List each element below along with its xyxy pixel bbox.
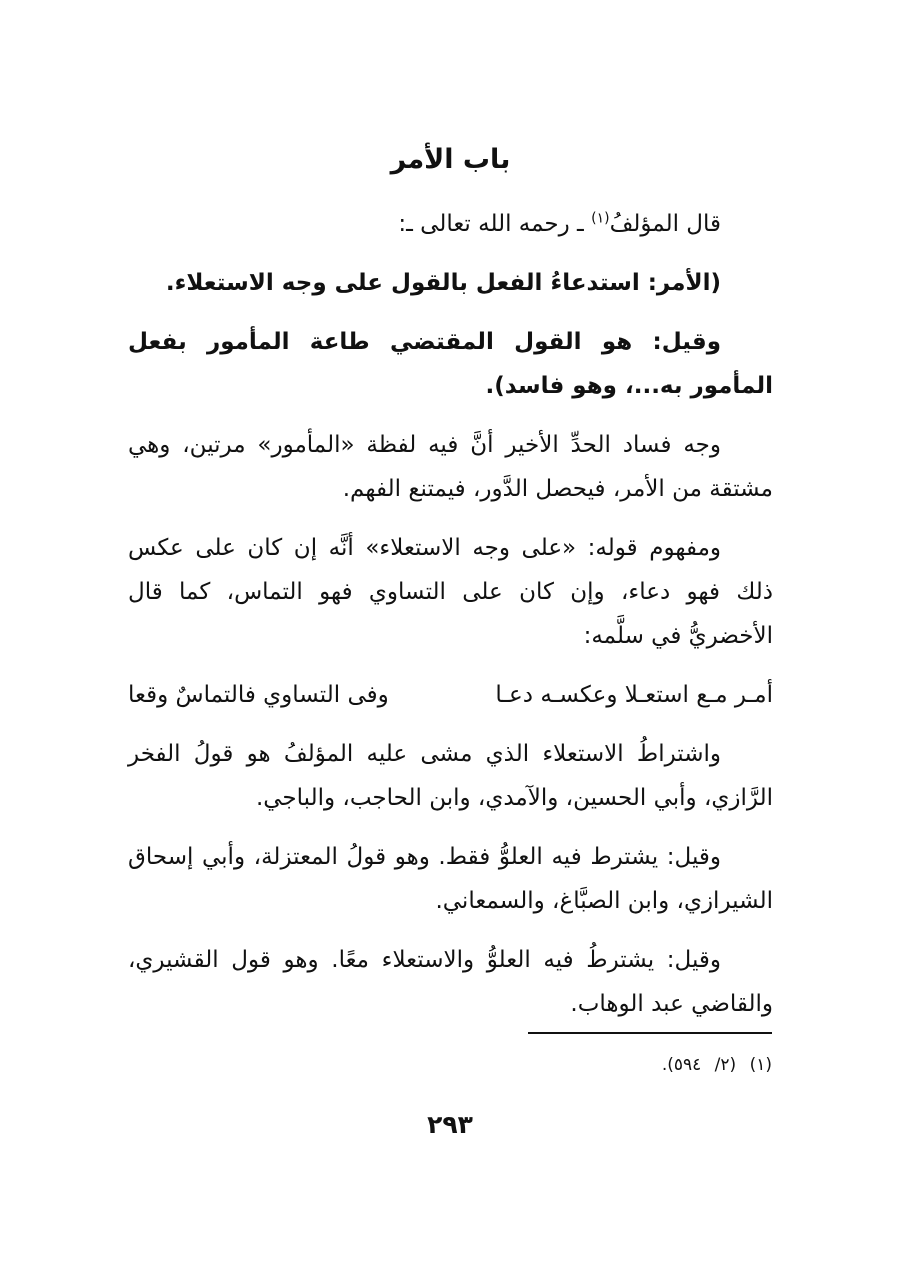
- intro-line: [128, 202, 773, 246]
- footnote-divider: [528, 1032, 772, 1034]
- poem-verse: [128, 673, 773, 717]
- intro-blessing: ـ رحمه الله تعالى ـ:: [398, 211, 592, 237]
- intro-text: قال المؤلفُ: [609, 211, 721, 237]
- paragraph-meaning: ومفهوم قوله: «على وجه الاستعلاء» أنَّه إن كان على عكس ذلك فهو دعاء، وإن كان على التساوي فهو التماس، كما قال الأخضريُّ في سلَّمه:: [128, 535, 773, 649]
- verse-first-hemistich: أمـر مـع استعـلا وعكسـه دعـا: [495, 682, 773, 708]
- paragraph-both-conditions: وقيل: يشترطُ فيه العلوُّ والاستعلاء معًا. وهو قول القشيري، والقاضي عبد الوهاب.: [128, 947, 773, 1017]
- paragraph-invalidity: وجه فساد الحدِّ الأخير أنَّ فيه لفظة «المأمور» مرتين، وهي مشتقة من الأمر، فيحصل الدَّور، فيمتنع الفهم.: [128, 432, 773, 502]
- paragraph-highness: وقيل: يشترط فيه العلوُّ فقط. وهو قولُ المعتزلة، وأبي إسحاق الشيرازي، وابن الصبَّاغ، والسمعاني.: [128, 844, 773, 914]
- alternative-definition: وقيل: هو القول المقتضي طاعة المأمور بفعل المأمور به...، وهو فاسد).: [128, 329, 773, 399]
- footnote-reference[interactable]: (١): [591, 210, 610, 227]
- definition-text: (الأمر: استدعاءُ الفعل بالقول على وجه الاستعلاء.: [165, 270, 721, 296]
- verse-second-hemistich: وفى التساوي فالتماسٌ وقعا: [128, 682, 389, 708]
- chapter-title: باب الأمر: [390, 144, 511, 175]
- page-number: ٢٩٣: [427, 1110, 473, 1139]
- page-body: [128, 140, 773, 1041]
- paragraph-condition: واشتراطُ الاستعلاء الذي مشى عليه المؤلفُ هو قولُ الفخر الرَّازي، وأبي الحسين، والآمدي، وابن الحاجب، والباجي.: [128, 741, 773, 811]
- footnote: (١) (٢/ ٥٩٤).: [661, 1055, 772, 1075]
